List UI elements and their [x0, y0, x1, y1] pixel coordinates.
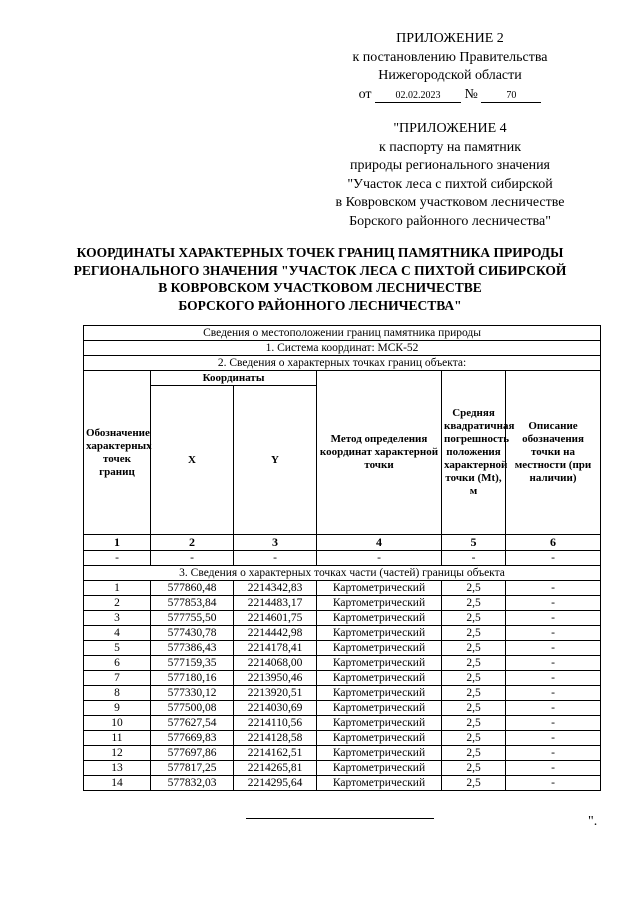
point-number: 5: [84, 641, 151, 656]
dash-cell: -: [84, 551, 151, 566]
x-coordinate: 577755,50: [151, 611, 234, 626]
x-coordinate: 577853,84: [151, 596, 234, 611]
method-cell: Картометрический: [317, 626, 442, 641]
table-caption-row: [84, 326, 601, 341]
table-row: [84, 656, 601, 671]
dash-cell: -: [151, 551, 234, 566]
method-cell: Картометрический: [317, 746, 442, 761]
y-coordinate: 2214483,17: [234, 596, 317, 611]
method-cell: Картометрический: [317, 701, 442, 716]
error-cell: 2,5: [442, 716, 506, 731]
document-title-line-2: РЕГИОНАЛЬНОГО ЗНАЧЕНИЯ "УЧАСТОК ЛЕСА С ПИХТОЙ СИБИРСКОЙ: [73, 262, 567, 278]
x-coordinate: 577860,48: [151, 581, 234, 596]
point-number: 9: [84, 701, 151, 716]
description-cell: -: [506, 671, 601, 686]
decree-date: 02.02.2023: [375, 89, 461, 103]
table-row: [84, 641, 601, 656]
error-cell: 2,5: [442, 731, 506, 746]
method-cell: Картометрический: [317, 731, 442, 746]
description-cell: -: [506, 761, 601, 776]
coordinate-system: 1. Система координат: МСК-52: [84, 341, 601, 356]
dash-cell: -: [506, 551, 601, 566]
x-coordinate: 577330,12: [151, 686, 234, 701]
table-row: [84, 581, 601, 596]
error-cell: 2,5: [442, 596, 506, 611]
dash-cell: -: [234, 551, 317, 566]
method-cell: Картометрический: [317, 776, 442, 791]
appendix-title: ПРИЛОЖЕНИЕ 2: [396, 31, 504, 46]
x-coordinate: 577500,08: [151, 701, 234, 716]
passport-appendix-line-2: природы регионального значения: [350, 158, 550, 173]
x-coordinate: 577159,35: [151, 656, 234, 671]
y-coordinate: 2214265,81: [234, 761, 317, 776]
table-row: [84, 761, 601, 776]
from-label: от: [358, 86, 372, 102]
description-cell: -: [506, 641, 601, 656]
col-number: 2: [151, 535, 234, 551]
col-number: 6: [506, 535, 601, 551]
appendix-date-number-line: [300, 86, 600, 105]
error-cell: 2,5: [442, 581, 506, 596]
dash-cell: -: [317, 551, 442, 566]
document-title-line-4: БОРСКОГО РАЙОННОГО ЛЕСНИЧЕСТВА": [178, 297, 462, 313]
error-cell: 2,5: [442, 761, 506, 776]
method-cell: Картометрический: [317, 716, 442, 731]
table-row: [84, 716, 601, 731]
section-1-row: [84, 341, 601, 356]
x-coordinate: 577430,78: [151, 626, 234, 641]
point-number: 1: [84, 581, 151, 596]
table-row: [84, 596, 601, 611]
y-coordinate: 2214295,64: [234, 776, 317, 791]
point-number: 11: [84, 731, 151, 746]
table-row: [84, 611, 601, 626]
coordinates-table: [83, 325, 601, 791]
table-row: [84, 731, 601, 746]
x-coordinate: 577386,43: [151, 641, 234, 656]
description-cell: -: [506, 581, 601, 596]
error-cell: 2,5: [442, 776, 506, 791]
section-2-row: [84, 356, 601, 371]
y-coordinate: 2214178,41: [234, 641, 317, 656]
error-cell: 2,5: [442, 686, 506, 701]
description-cell: -: [506, 731, 601, 746]
document-title-line-1: КООРДИНАТЫ ХАРАКТЕРНЫХ ТОЧЕК ГРАНИЦ ПАМЯТНИКА ПРИРОДЫ: [76, 245, 564, 260]
point-number: 2: [84, 596, 151, 611]
method-cell: Картометрический: [317, 686, 442, 701]
number-label: №: [464, 86, 478, 102]
y-coordinate: 2214442,98: [234, 626, 317, 641]
error-cell: 2,5: [442, 626, 506, 641]
y-coordinate: 2214601,75: [234, 611, 317, 626]
point-number: 6: [84, 656, 151, 671]
y-coordinate: 2213950,46: [234, 671, 317, 686]
dash-row: [84, 551, 601, 566]
x-coordinate: 577627,54: [151, 716, 234, 731]
y-coordinate: 2213920,51: [234, 686, 317, 701]
coordinates-header: Координаты: [151, 371, 317, 386]
y-coordinate: 2214068,00: [234, 656, 317, 671]
dash-cell: -: [442, 551, 506, 566]
x-coordinate: 577180,16: [151, 671, 234, 686]
description-cell: -: [506, 626, 601, 641]
table-row: [84, 686, 601, 701]
error-cell: 2,5: [442, 611, 506, 626]
document-title-line-3: В КОВРОВСКОМ УЧАСТКОВОМ ЛЕСНИЧЕСТВЕ: [158, 280, 482, 295]
error-cell: 2,5: [442, 701, 506, 716]
x-header: X: [151, 386, 234, 535]
description-cell: -: [506, 746, 601, 761]
error-cell: 2,5: [442, 656, 506, 671]
passport-appendix-line-1: к паспорту на памятник: [378, 139, 522, 155]
column-numbers-row: [84, 535, 601, 551]
col-number: 4: [317, 535, 442, 551]
x-coordinate: 577669,83: [151, 731, 234, 746]
description-cell: -: [506, 596, 601, 611]
method-cell: Картометрический: [317, 656, 442, 671]
section-3-title: 3. Сведения о характерных точках части (частей) границы объекта: [84, 566, 601, 581]
point-number: 8: [84, 686, 151, 701]
passport-appendix-line-4: в Ковровском участковом лесничестве: [335, 195, 565, 210]
closing-quote: ".: [588, 814, 598, 829]
point-number: 13: [84, 761, 151, 776]
passport-appendix-title: "ПРИЛОЖЕНИЕ 4: [393, 121, 507, 136]
y-coordinate: 2214162,51: [234, 746, 317, 761]
point-number: 3: [84, 611, 151, 626]
error-header: Средняя квадратичная погрешность положения характерной точки (Mt), м: [442, 371, 506, 535]
y-coordinate: 2214030,69: [234, 701, 317, 716]
y-coordinate: 2214110,56: [234, 716, 317, 731]
error-cell: 2,5: [442, 641, 506, 656]
description-cell: -: [506, 656, 601, 671]
col-number: 3: [234, 535, 317, 551]
y-coordinate: 2214128,58: [234, 731, 317, 746]
passport-appendix-header: [300, 120, 600, 231]
method-cell: Картометрический: [317, 611, 442, 626]
header-row-1: [84, 371, 601, 386]
table-row: [84, 671, 601, 686]
designation-header: Обозначение характерных точек границ: [84, 371, 151, 535]
table-caption: Сведения о местоположении границ памятника природы: [84, 326, 601, 341]
point-number: 14: [84, 776, 151, 791]
y-header: Y: [234, 386, 317, 535]
col-number: 5: [442, 535, 506, 551]
point-number: 4: [84, 626, 151, 641]
point-number: 12: [84, 746, 151, 761]
x-coordinate: 577697,86: [151, 746, 234, 761]
method-cell: Картометрический: [317, 641, 442, 656]
description-cell: -: [506, 611, 601, 626]
section-3-row: [84, 566, 601, 581]
description-cell: -: [506, 701, 601, 716]
x-coordinate: 577832,03: [151, 776, 234, 791]
table-row: [84, 776, 601, 791]
method-cell: Картометрический: [317, 581, 442, 596]
table-row: [84, 626, 601, 641]
appendix-line-2: Нижегородской области: [378, 68, 522, 83]
separator-line: [246, 818, 434, 819]
method-cell: Картометрический: [317, 596, 442, 611]
description-cell: -: [506, 776, 601, 791]
description-header: Описание обозначения точки на местности (при наличии): [506, 371, 601, 535]
table-row: [84, 701, 601, 716]
method-cell: Картометрический: [317, 671, 442, 686]
decree-number: 70: [481, 89, 541, 103]
appendix-line-1: к постановлению Правительства: [352, 49, 548, 65]
error-cell: 2,5: [442, 746, 506, 761]
section-2-title: 2. Сведения о характерных точках границ объекта:: [84, 356, 601, 371]
description-cell: -: [506, 716, 601, 731]
passport-appendix-line-5: Борского районного лесничества": [349, 213, 551, 229]
document-title: [40, 244, 600, 314]
passport-appendix-line-3: "Участок леса с пихтой сибирской: [347, 176, 553, 192]
point-number: 7: [84, 671, 151, 686]
method-cell: Картометрический: [317, 761, 442, 776]
x-coordinate: 577817,25: [151, 761, 234, 776]
method-header: Метод определения координат характерной точки: [317, 371, 442, 535]
point-number: 10: [84, 716, 151, 731]
y-coordinate: 2214342,83: [234, 581, 317, 596]
appendix-header: [300, 30, 600, 104]
error-cell: 2,5: [442, 671, 506, 686]
col-number: 1: [84, 535, 151, 551]
description-cell: -: [506, 686, 601, 701]
table-row: [84, 746, 601, 761]
